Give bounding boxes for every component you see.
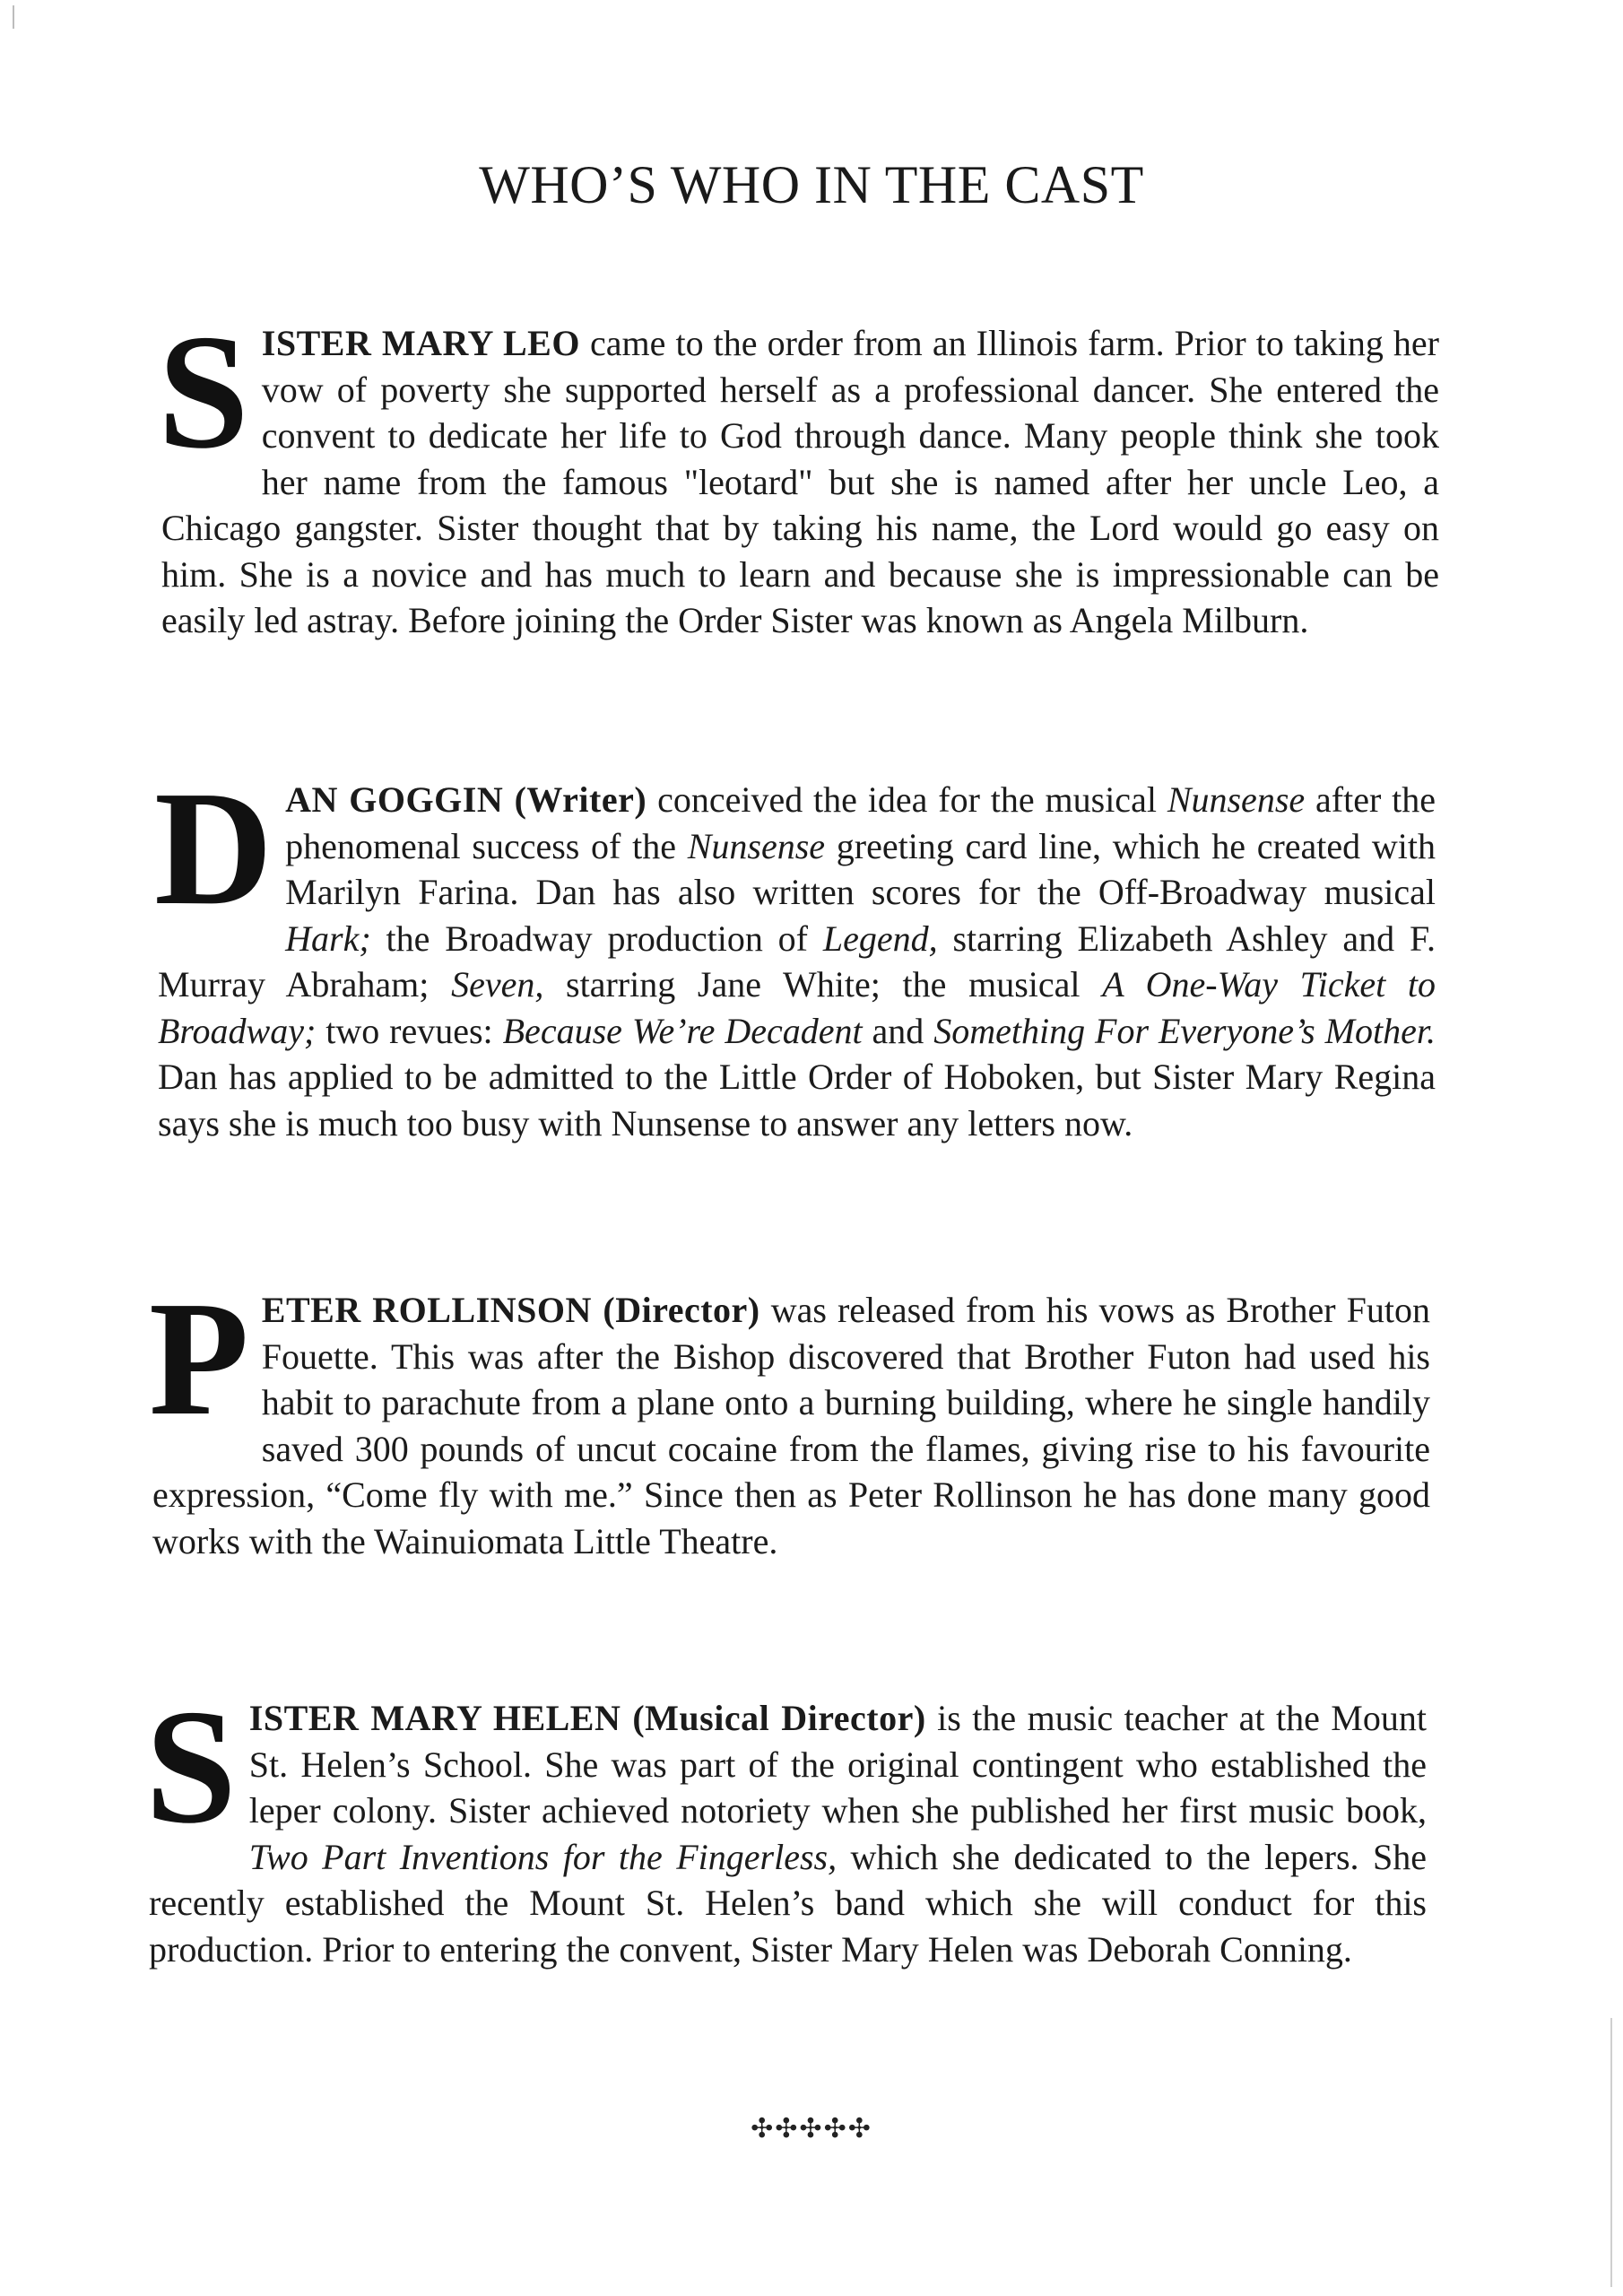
drop-cap: P — [149, 1267, 249, 1449]
bio-name: ETER ROLLINSON (Director) — [261, 1290, 760, 1330]
drop-cap: S — [145, 1675, 237, 1857]
bio-text: after the phenomenal success of the — [285, 779, 1436, 866]
page-title: WHO’S WHO IN THE CAST — [479, 155, 1144, 214]
bio-text: conceived the idea for the musical — [647, 779, 1167, 820]
bio-title-italic: Two Part Inventions for the Fingerless, — [248, 1836, 838, 1877]
bio-text: which she dedicated to the lepers. She recently established the Mount St. Helen’s band which she will conduct for this production. Prior to entering the convent, Sister Mary Helen was Deborah Conning. — [149, 1836, 1427, 1970]
bio-title-italic: Nunsense — [1167, 779, 1306, 820]
bio-peter-rollinson — [149, 1267, 1430, 1564]
bio-name: AN GOGGIN (Writer) — [285, 779, 647, 820]
bio-title-italic: Seven, — [451, 964, 544, 1004]
scan-artifact-right — [1610, 2018, 1612, 2287]
bio-text: came to the order from an Illinois farm. Prior to taking her vow of poverty she supported herself as a professional dancer. She entered the convent to dedicate her life to God through dance. Many people think she took her name from the famous "leotard" but she is named after her uncle Leo, a Chicago gangster. Sister thought that by taking his name, the Lord would go easy on him. She is a novice and has much to learn and because she is impressionable can be easily led astray. Before joining the Order Sister was known as Angela Milburn. — [161, 323, 1439, 640]
bio-sister-mary-helen — [145, 1675, 1427, 1972]
bio-sister-mary-leo — [158, 300, 1439, 644]
bio-text: greeting card line, which he created with Marilyn Farina. Dan has also written scores for the Off-Broadway musical — [285, 825, 1436, 912]
drop-cap: D — [154, 757, 273, 939]
bio-text: was released from his vows as Brother Futon Fouette. This was after the Bishop discovered that Brother Futon had used his habit to parachute from a plane onto a burning building, where he single handily saved 300 pounds of uncut cocaine from the flames, giving rise to his favourite expression, “Come fly with me.” Since then as Peter Rollinson he has done many good works with the Wainuiomata Little Theatre. — [152, 1290, 1430, 1561]
bio-text: is the music teacher at the Mount St. Helen’s School. She was part of the original contingent who established the leper colony. Sister achieved notoriety when she published her first music book, — [248, 1698, 1427, 1831]
cross-ornament-divider: ✣✣✣✣✣ — [751, 2113, 872, 2144]
bio-title-italic: Something For Everyone’s Mother. — [933, 1010, 1436, 1051]
bio-text: starring Elizabeth Ashley and F. Murray Abraham; — [158, 918, 1436, 1004]
bio-title-italic: Legend, — [822, 918, 938, 959]
bio-title-italic: Nunsense — [687, 825, 826, 866]
bio-text: the Broadway production of — [370, 918, 823, 959]
bio-title-italic: A One-Way Ticket to Broadway; — [158, 964, 1436, 1051]
bio-name: ISTER MARY HELEN (Musical Director) — [248, 1698, 926, 1738]
bio-title-italic: Hark; — [285, 918, 371, 959]
bio-text: starring Jane White; the musical — [543, 964, 1103, 1004]
drop-cap: S — [158, 300, 249, 483]
bio-dan-goggin — [154, 757, 1436, 1146]
bio-name: ISTER MARY LEO — [261, 323, 580, 363]
bio-text: and — [862, 1010, 934, 1051]
bio-title-italic: Because We’re Decadent — [502, 1010, 863, 1051]
bio-text: Dan has applied to be admitted to the Little Order of Hoboken, but Sister Mary Regina says she is much too busy with Nunsense to answer any letters now. — [158, 1057, 1436, 1144]
bio-text: two revues: — [316, 1010, 503, 1051]
scan-artifact-top — [13, 5, 14, 29]
